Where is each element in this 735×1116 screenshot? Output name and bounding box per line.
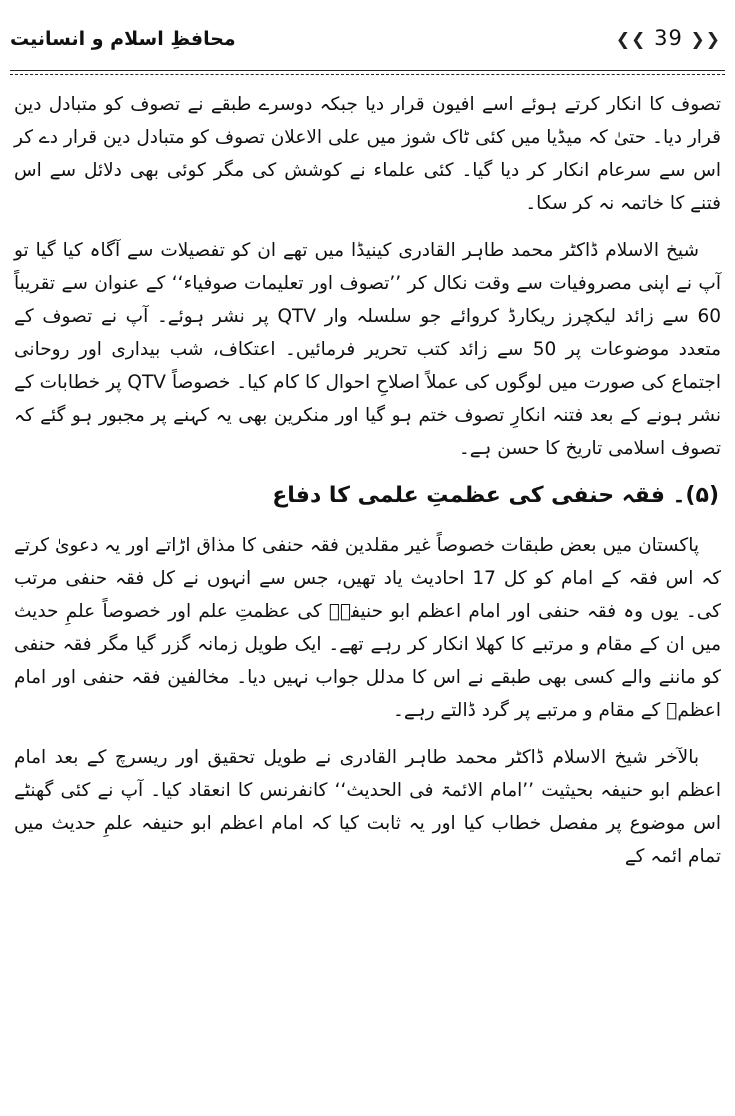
page-header	[10, 26, 725, 66]
paragraph: بالآخر شیخ الاسلام ڈاکٹر محمد طاہر القادری نے طویل تحقیق اور ریسرچ کے بعد امام اعظم ابو حنیفہ بحیثیت ’’امام الائمۃ فی الحدیث‘‘ کانفرنس کا انعقاد کیا۔ آپ نے کئی گھنٹے اس موضوع پر مفصل خطاب کیا اور یہ ثابت کیا کہ امام اعظم ابو حنیفہ علمِ حدیث میں تمام ائمہ کے	[14, 747, 721, 867]
paragraph: تصوف کا انکار کرتے ہوئے اسے افیون قرار دیا جبکہ دوسرے طبقے نے تصوف کو متبادل دین قرار دیا۔ حتیٰ کہ میڈیا میں کئی ٹاک شوز میں علی الاعلان تصوف کو متبادل دین قرار دے کر اس سے سرعام انکار کر دیا گیا۔ کئی علماء نے کوشش کی مگر کوئی بھی دلائل سے اس فتنے کا خاتمہ نہ کر سکا۔	[14, 94, 721, 214]
page-number: 39	[654, 26, 683, 50]
body-text	[14, 88, 721, 887]
ornament-right-icon: ❯❯	[690, 30, 721, 50]
paragraph: پاکستان میں بعض طبقات خصوصاً غیر مقلدین فقہ حنفی کا مذاق اڑاتے اور یہ دعویٰ کرتے کہ اس فقہ کے امام کو کل 17 احادیث یاد تھیں، جس سے انہوں نے کل فقہ حنفی مرتب کی۔ یوں وہ فقہ حنفی اور امام اعظم ابو حنیفہؒ کی عظمتِ علم اور خصوصاً علمِ حدیث میں ان کے مقام و مرتبے کا کھلا انکار کر رہے تھے۔ ایک طویل زمانہ گزر گیا مگر فقہ حنفی کو ماننے والے کسی بھی طبقے نے اس کا مدلل جواب نہیں دیا۔ مخالفین فقہ حنفی اور امام اعظمؒ کے مقام و مرتبے پر گرد ڈالتے رہے۔	[14, 535, 721, 721]
page-number-block	[616, 26, 721, 50]
paragraph: شیخ الاسلام ڈاکٹر محمد طاہر القادری کینیڈا میں تھے ان کو تفصیلات سے آگاہ کیا گیا تو آپ نے اپنی مصروفیات سے وقت نکال کر ’’تصوف اور تعلیمات صوفیاء‘‘ کے عنوان سے تقریباً 60 سے زائد لیکچرز ریکارڈ کروائے جو سلسلہ وار QTV پر نشر ہوئے۔ آپ نے تصوف کے متعدد موضوعات پر 50 سے زائد کتب تحریر فرمائیں۔ اعتکاف، شب بیداری اور روحانی اجتماع کی صورت میں لوگوں کی عملاً اصلاحِ احوال کا کام کیا۔ خصوصاً QTV پر خطابات کے نشر ہونے کے بعد فتنہ انکارِ تصوف ختم ہو گیا اور منکرین بھی یہ کہنے پر مجبور ہو گئے کہ تصوف اسلامی تاریخ کا حسن ہے۔	[14, 240, 721, 459]
section-heading: (۵)۔ فقہ حنفی کی عظمتِ علمی کا دفاع	[272, 483, 719, 508]
running-title: محافظِ اسلام و انسانیت	[10, 28, 236, 50]
ornament-left-icon: ❮❮	[615, 30, 647, 50]
header-divider-dashed	[10, 74, 725, 75]
header-divider-solid	[10, 70, 725, 71]
